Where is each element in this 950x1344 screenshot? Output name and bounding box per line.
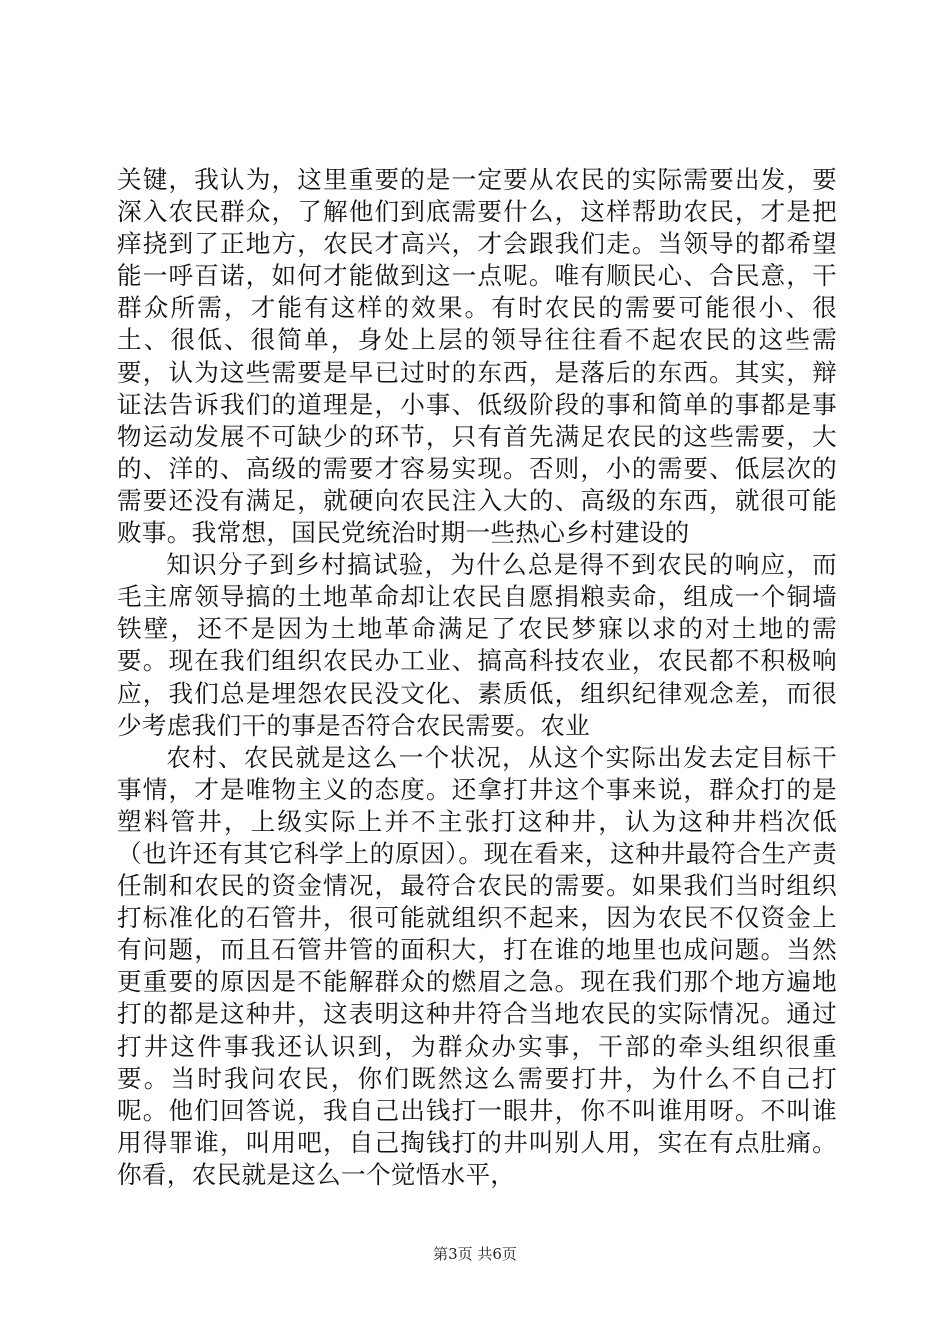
paragraph-3: 农村、农民就是这么一个状况，从这个实际出发去定目标干事情，才是唯物主义的态度。还拿打井这个事来说，群众打的是塑料管井，上级实际上并不主张打这种井，认为这种井档次低（也许还有其它科学上的原因）。现在看来，这种井最符合生产责任制和农民的资金情况，最符合农民的需要。如果我们当时组织打标准化的石管井，很可能就组织不起来，因为农民不仅资金上有问题，而且石管井管的面积大，打在谁的地里也成问题。当然更重要的原因是不能解群众的燃眉之急。现在我们那个地方遍地打的都是这种井，这表明这种井符合当地农民的实际情况。通过打井这件事我还认识到，为群众办实事，干部的牵头组织很重要。当时我问农民，你们既然这么需要打井，为什么不自己打呢。他们回答说，我自己出钱打一眼井，你不叫谁用呀。不叫谁用得罪谁，叫用吧，自己掏钱打的井叫别人用，实在有点肚痛。你看，农民就是这么一个觉悟水平， bbox=[117, 742, 837, 1189]
paragraph-1: 关键，我认为，这里重要的是一定要从农民的实际需要出发，要深入农民群众，了解他们到底需要什么，这样帮助农民，才是把痒挠到了正地方，农民才高兴，才会跟我们走。当领导的都希望能一呼百诺，如何才能做到这一点呢。唯有顺民心、合民意，干群众所需，才能有这样的效果。有时农民的需要可能很小、很土、很低、很简单，身处上层的领导往往看不起农民的这些需要，认为这些需要是早已过时的东西，是落后的东西。其实，辩证法告诉我们的道理是，小事、低级阶段的事和简单的事都是事物运动发展不可缺少的环节，只有首先满足农民的这些需要，大的、洋的、高级的需要才容易实现。否则，小的需要、低层次的需要还没有满足，就硬向农民注入大的、高级的东西，就很可能败事。我常想，国民党统治时期一些热心乡村建设的 bbox=[117, 165, 837, 548]
paragraph-2: 知识分子到乡村搞试验，为什么总是得不到农民的响应，而毛主席领导搞的土地革命却让农民自愿捐粮卖命，组成一个铜墙铁壁，还不是因为土地革命满足了农民梦寐以求的对土地的需要。现在我们组织农民办工业、搞高科技农业，农民都不积极响应，我们总是埋怨农民没文化、素质低，组织纪律观念差，而很少考虑我们干的事是否符合农民需要。农业 bbox=[117, 550, 837, 740]
page-number-footer: 第3页 共6页 bbox=[433, 1245, 517, 1263]
document-body bbox=[117, 164, 837, 1191]
